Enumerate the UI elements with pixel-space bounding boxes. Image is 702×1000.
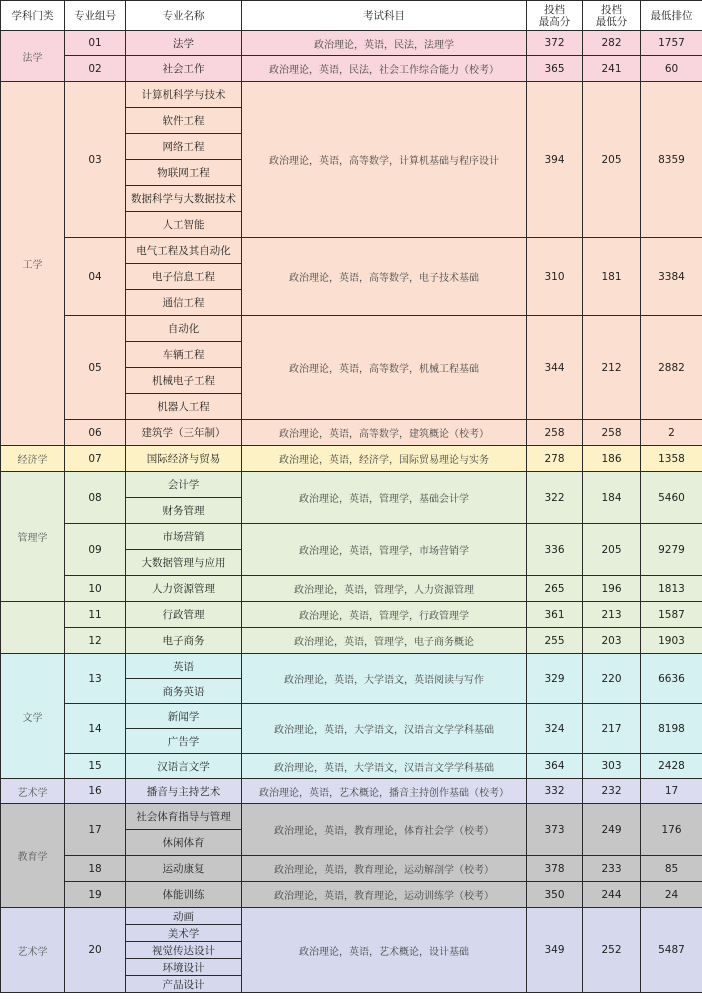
group-cell: 03 bbox=[65, 82, 126, 238]
category-cell: 经济学 bbox=[1, 446, 65, 472]
major-cell: 英语 bbox=[126, 654, 242, 679]
header-max-score bbox=[527, 1, 583, 31]
header-row bbox=[1, 1, 702, 31]
min-rank-cell: 2882 bbox=[641, 316, 702, 420]
min-rank-cell: 1358 bbox=[641, 446, 702, 472]
min-rank-cell: 8198 bbox=[641, 704, 702, 754]
subjects-cell: 政治理论，英语，民法，社会工作综合能力（校考） bbox=[242, 56, 527, 82]
table-row bbox=[1, 908, 702, 925]
min-rank-cell: 5487 bbox=[641, 908, 702, 993]
group-cell: 14 bbox=[65, 704, 126, 754]
min-rank-cell: 3384 bbox=[641, 238, 702, 316]
group-cell: 13 bbox=[65, 654, 126, 704]
group-cell: 11 bbox=[65, 602, 126, 628]
subjects-cell: 政治理论，英语，管理学，人力资源管理 bbox=[242, 576, 527, 602]
subjects-cell: 政治理论，英语，大学语文，汉语言文学学科基础 bbox=[242, 704, 527, 754]
table-row bbox=[1, 856, 702, 882]
min-rank-cell: 176 bbox=[641, 804, 702, 856]
table-row bbox=[1, 56, 702, 82]
max-score-cell: 322 bbox=[527, 472, 583, 524]
major-cell: 人工智能 bbox=[126, 212, 242, 238]
min-rank-cell: 2 bbox=[641, 420, 702, 446]
major-cell: 人力资源管理 bbox=[126, 576, 242, 602]
table-row bbox=[1, 704, 702, 729]
major-cell: 播音与主持艺术 bbox=[126, 779, 242, 804]
table-row bbox=[1, 316, 702, 342]
major-cell: 运动康复 bbox=[126, 856, 242, 882]
header-min-rank: 最低排位 bbox=[641, 1, 702, 31]
header-group: 专业组号 bbox=[65, 1, 126, 31]
min-rank-cell: 6636 bbox=[641, 654, 702, 704]
subjects-cell: 政治理论，英语，教育理论，体育社会学（校考） bbox=[242, 804, 527, 856]
min-rank-cell: 85 bbox=[641, 856, 702, 882]
min-score-cell: 282 bbox=[583, 31, 641, 56]
table-row bbox=[1, 524, 702, 550]
min-rank-cell: 1757 bbox=[641, 31, 702, 56]
max-score-cell: 265 bbox=[527, 576, 583, 602]
min-rank-cell: 1903 bbox=[641, 628, 702, 654]
group-cell: 17 bbox=[65, 804, 126, 856]
min-score-cell: 196 bbox=[583, 576, 641, 602]
group-cell: 10 bbox=[65, 576, 126, 602]
major-cell: 自动化 bbox=[126, 316, 242, 342]
table-row bbox=[1, 238, 702, 264]
major-cell: 产品设计 bbox=[126, 976, 242, 993]
major-cell: 国际经济与贸易 bbox=[126, 446, 242, 472]
header-max-score-line2: 最高分 bbox=[538, 15, 571, 28]
major-cell: 机械电子工程 bbox=[126, 368, 242, 394]
max-score-cell: 378 bbox=[527, 856, 583, 882]
group-cell: 16 bbox=[65, 779, 126, 804]
group-cell: 20 bbox=[65, 908, 126, 993]
major-cell: 社会工作 bbox=[126, 56, 242, 82]
max-score-cell: 364 bbox=[527, 754, 583, 779]
category-cell: 法学 bbox=[1, 31, 65, 82]
min-rank-cell: 5460 bbox=[641, 472, 702, 524]
min-score-cell: 205 bbox=[583, 82, 641, 238]
max-score-cell: 278 bbox=[527, 446, 583, 472]
header-max-score-line1: 投档 bbox=[544, 3, 565, 16]
major-cell: 动画 bbox=[126, 908, 242, 925]
header-subjects: 考试科目 bbox=[242, 1, 527, 31]
major-cell: 物联网工程 bbox=[126, 160, 242, 186]
max-score-cell: 258 bbox=[527, 420, 583, 446]
min-score-cell: 233 bbox=[583, 856, 641, 882]
min-score-cell: 258 bbox=[583, 420, 641, 446]
min-rank-cell: 17 bbox=[641, 779, 702, 804]
table-row bbox=[1, 420, 702, 446]
min-score-cell: 181 bbox=[583, 238, 641, 316]
header-min-score-line2: 最低分 bbox=[595, 15, 628, 28]
major-cell: 体能训练 bbox=[126, 882, 242, 908]
min-score-cell: 203 bbox=[583, 628, 641, 654]
major-cell: 软件工程 bbox=[126, 108, 242, 134]
subjects-cell: 政治理论，英语，艺术概论，播音主持创作基础（校考） bbox=[242, 779, 527, 804]
min-score-cell: 241 bbox=[583, 56, 641, 82]
major-cell: 数据科学与大数据技术 bbox=[126, 186, 242, 212]
min-rank-cell: 1813 bbox=[641, 576, 702, 602]
min-score-cell: 244 bbox=[583, 882, 641, 908]
max-score-cell: 394 bbox=[527, 82, 583, 238]
min-rank-cell: 9279 bbox=[641, 524, 702, 576]
subjects-cell: 政治理论，英语，大学语文，英语阅读与写作 bbox=[242, 654, 527, 704]
subjects-cell: 政治理论，英语，民法，法理学 bbox=[242, 31, 527, 56]
group-cell: 09 bbox=[65, 524, 126, 576]
header-min-score bbox=[583, 1, 641, 31]
subjects-cell: 政治理论，英语，管理学，行政管理学 bbox=[242, 602, 527, 628]
major-cell: 美术学 bbox=[126, 925, 242, 942]
max-score-cell: 349 bbox=[527, 908, 583, 993]
subjects-cell: 政治理论，英语，教育理论，运动解剖学（校考） bbox=[242, 856, 527, 882]
table-row bbox=[1, 446, 702, 472]
category-cell: 艺术学 bbox=[1, 779, 65, 804]
header-min-score-line1: 投档 bbox=[601, 3, 622, 16]
major-cell: 视觉传达设计 bbox=[126, 942, 242, 959]
subjects-cell: 政治理论，英语，管理学，电子商务概论 bbox=[242, 628, 527, 654]
major-cell: 电子商务 bbox=[126, 628, 242, 654]
max-score-cell: 324 bbox=[527, 704, 583, 754]
category-cell: 教育学 bbox=[1, 804, 65, 908]
major-cell: 通信工程 bbox=[126, 290, 242, 316]
major-cell: 电气工程及其自动化 bbox=[126, 238, 242, 264]
group-cell: 01 bbox=[65, 31, 126, 56]
major-cell: 网络工程 bbox=[126, 134, 242, 160]
table-row bbox=[1, 804, 702, 830]
group-cell: 19 bbox=[65, 882, 126, 908]
category-cell: 工学 bbox=[1, 82, 65, 446]
max-score-cell: 344 bbox=[527, 316, 583, 420]
table-row bbox=[1, 472, 702, 498]
subjects-cell: 政治理论，英语，高等数学，机械工程基础 bbox=[242, 316, 527, 420]
min-rank-cell: 60 bbox=[641, 56, 702, 82]
min-score-cell: 217 bbox=[583, 704, 641, 754]
subjects-cell: 政治理论，英语，高等数学，建筑概论（校考） bbox=[242, 420, 527, 446]
table-row bbox=[1, 31, 702, 56]
subjects-cell: 政治理论，英语，管理学，市场营销学 bbox=[242, 524, 527, 576]
max-score-cell: 373 bbox=[527, 804, 583, 856]
major-cell: 机器人工程 bbox=[126, 394, 242, 420]
min-score-cell: 205 bbox=[583, 524, 641, 576]
subjects-cell: 政治理论，英语，高等数学，电子技术基础 bbox=[242, 238, 527, 316]
header-category: 学科门类 bbox=[1, 1, 65, 31]
major-cell: 广告学 bbox=[126, 729, 242, 754]
category-cell: 艺术学 bbox=[1, 908, 65, 993]
table-row bbox=[1, 779, 702, 804]
major-cell: 会计学 bbox=[126, 472, 242, 498]
min-rank-cell: 2428 bbox=[641, 754, 702, 779]
major-cell: 车辆工程 bbox=[126, 342, 242, 368]
min-rank-cell: 24 bbox=[641, 882, 702, 908]
major-cell: 财务管理 bbox=[126, 498, 242, 524]
min-rank-cell: 1587 bbox=[641, 602, 702, 628]
group-cell: 08 bbox=[65, 472, 126, 524]
major-cell: 新闻学 bbox=[126, 704, 242, 729]
major-cell: 汉语言文学 bbox=[126, 754, 242, 779]
min-rank-cell: 8359 bbox=[641, 82, 702, 238]
major-cell: 市场营销 bbox=[126, 524, 242, 550]
major-cell: 行政管理 bbox=[126, 602, 242, 628]
table-row bbox=[1, 754, 702, 779]
major-cell: 计算机科学与技术 bbox=[126, 82, 242, 108]
group-cell: 12 bbox=[65, 628, 126, 654]
max-score-cell: 372 bbox=[527, 31, 583, 56]
min-score-cell: 184 bbox=[583, 472, 641, 524]
subjects-cell: 政治理论，英语，高等数学，计算机基础与程序设计 bbox=[242, 82, 527, 238]
group-cell: 18 bbox=[65, 856, 126, 882]
group-cell: 02 bbox=[65, 56, 126, 82]
max-score-cell: 350 bbox=[527, 882, 583, 908]
max-score-cell: 255 bbox=[527, 628, 583, 654]
group-cell: 04 bbox=[65, 238, 126, 316]
min-score-cell: 252 bbox=[583, 908, 641, 993]
subjects-cell: 政治理论，英语，大学语文，汉语言文学学科基础 bbox=[242, 754, 527, 779]
subjects-cell: 政治理论，英语，艺术概论，设计基础 bbox=[242, 908, 527, 993]
subjects-cell: 政治理论，英语，教育理论，运动训练学（校考） bbox=[242, 882, 527, 908]
category-cell bbox=[1, 602, 65, 654]
major-cell: 社会体育指导与管理 bbox=[126, 804, 242, 830]
major-cell: 商务英语 bbox=[126, 679, 242, 704]
min-score-cell: 213 bbox=[583, 602, 641, 628]
table-row bbox=[1, 602, 702, 628]
min-score-cell: 212 bbox=[583, 316, 641, 420]
category-cell: 管理学 bbox=[1, 472, 65, 602]
table-row bbox=[1, 82, 702, 108]
major-cell: 环境设计 bbox=[126, 959, 242, 976]
group-cell: 15 bbox=[65, 754, 126, 779]
min-score-cell: 220 bbox=[583, 654, 641, 704]
max-score-cell: 310 bbox=[527, 238, 583, 316]
category-cell: 文学 bbox=[1, 654, 65, 779]
header-major: 专业名称 bbox=[126, 1, 242, 31]
min-score-cell: 232 bbox=[583, 779, 641, 804]
max-score-cell: 365 bbox=[527, 56, 583, 82]
major-cell: 建筑学（三年制） bbox=[126, 420, 242, 446]
min-score-cell: 186 bbox=[583, 446, 641, 472]
min-score-cell: 249 bbox=[583, 804, 641, 856]
table-row bbox=[1, 628, 702, 654]
group-cell: 07 bbox=[65, 446, 126, 472]
table-row bbox=[1, 576, 702, 602]
max-score-cell: 332 bbox=[527, 779, 583, 804]
major-cell: 法学 bbox=[126, 31, 242, 56]
max-score-cell: 329 bbox=[527, 654, 583, 704]
max-score-cell: 336 bbox=[527, 524, 583, 576]
table-row bbox=[1, 882, 702, 908]
major-cell: 大数据管理与应用 bbox=[126, 550, 242, 576]
major-cell: 休闲体育 bbox=[126, 830, 242, 856]
major-cell: 电子信息工程 bbox=[126, 264, 242, 290]
group-cell: 05 bbox=[65, 316, 126, 420]
group-cell: 06 bbox=[65, 420, 126, 446]
subjects-cell: 政治理论，英语，管理学，基础会计学 bbox=[242, 472, 527, 524]
subjects-cell: 政治理论，英语，经济学，国际贸易理论与实务 bbox=[242, 446, 527, 472]
max-score-cell: 361 bbox=[527, 602, 583, 628]
table-row bbox=[1, 654, 702, 679]
min-score-cell: 303 bbox=[583, 754, 641, 779]
